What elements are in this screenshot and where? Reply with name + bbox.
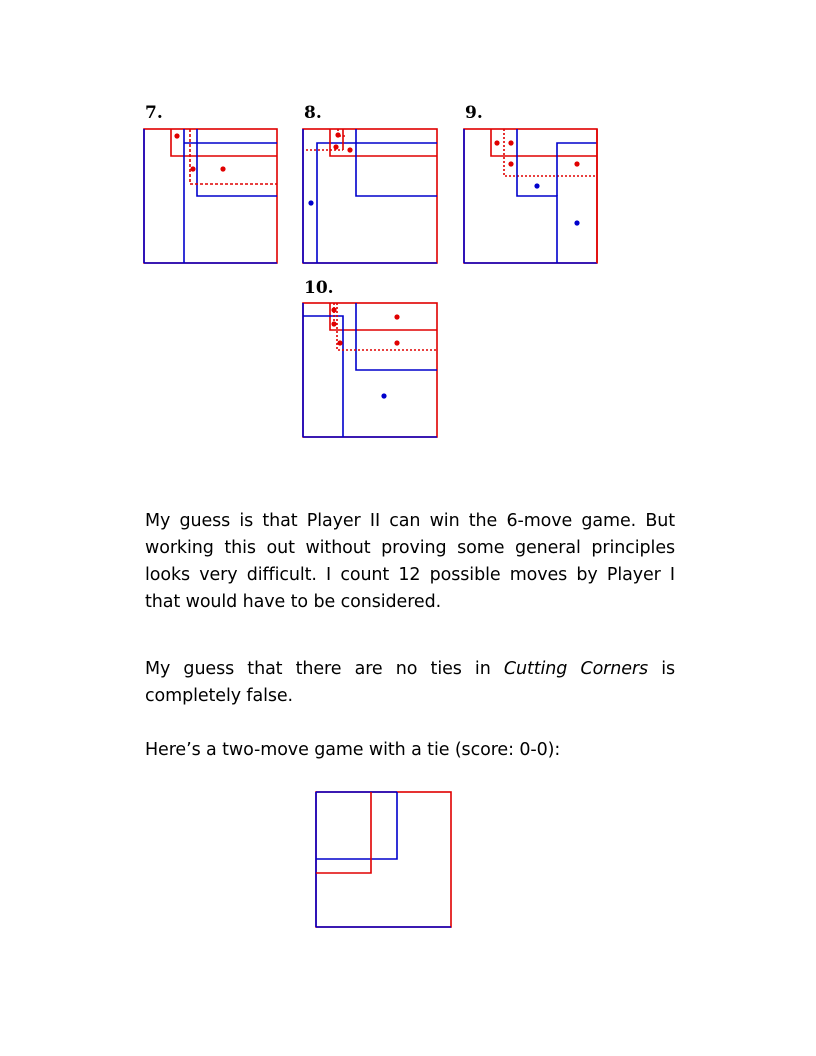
- tie-example-board: [315, 791, 453, 929]
- figure-7-board: [143, 128, 279, 266]
- paragraph-no-ties-end: is completely false.: [145, 659, 676, 706]
- paragraph-6-move-game: My guess is that Player II can win the 6-move game. But working this out without proving some general principles looks very difficult. I count 12 possible moves by Player I that would have to be considered.: [145, 511, 675, 612]
- figure-label-8: 8.: [304, 103, 322, 123]
- paragraph-no-ties-start: My guess that there are no ties in: [145, 659, 504, 679]
- figure-10-board: [302, 302, 439, 440]
- figure-label-10: 10.: [304, 278, 334, 298]
- figure-9-board: [463, 128, 599, 266]
- figure-label-9: 9.: [465, 103, 483, 123]
- paragraph-no-ties: [145, 656, 675, 710]
- figure-label-7: 7.: [145, 103, 163, 123]
- game-title: Cutting Corners: [503, 659, 649, 679]
- figure-8-board: [302, 128, 439, 266]
- paragraph-tie-example: Here’s a two-move game with a tie (score: 0-0):: [145, 740, 561, 760]
